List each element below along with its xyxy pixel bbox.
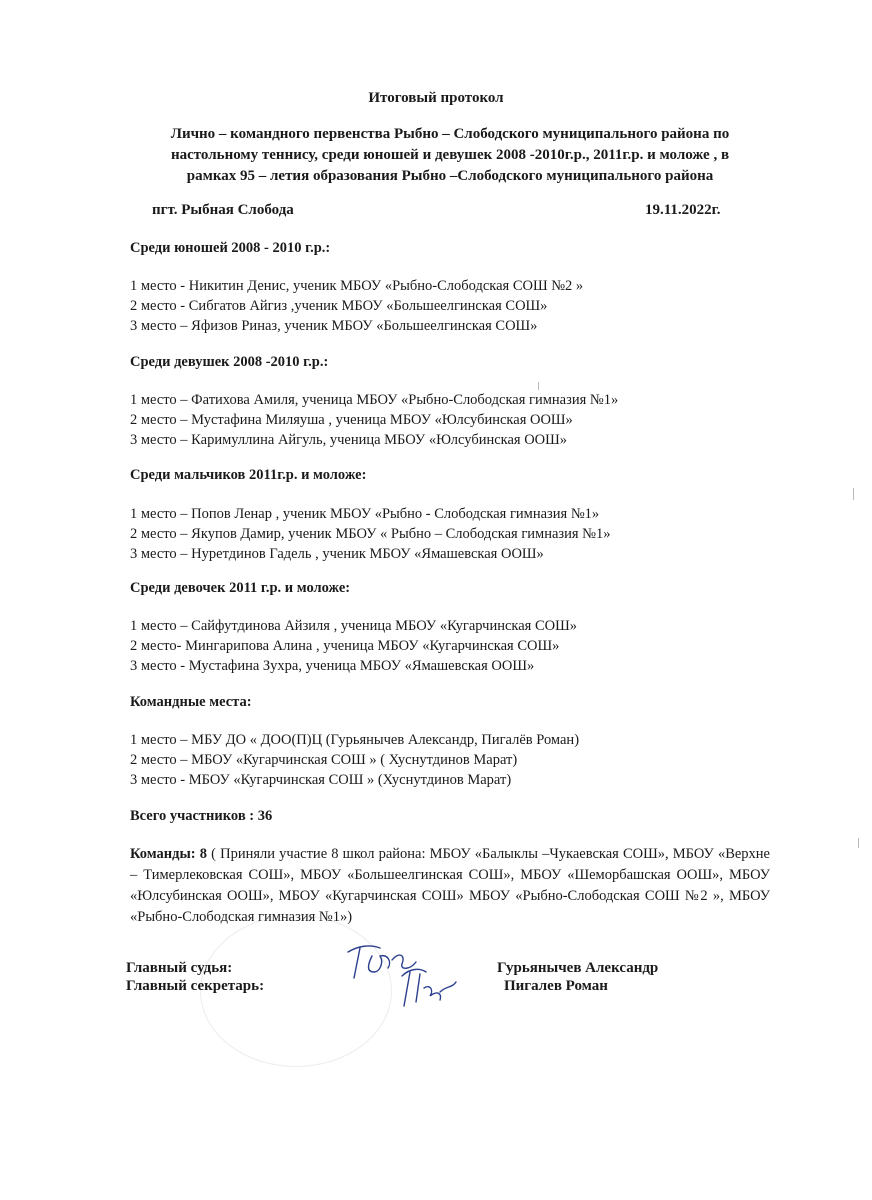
list-item: 2 место- Мингарипова Алина , ученица МБОУ «Кугарчинская СОШ» xyxy=(130,638,560,654)
list-item: 2 место – Мустафина Миляуша , ученица МБОУ «Юлсубинская ООШ» xyxy=(130,412,573,428)
secretary-signature xyxy=(396,962,466,1012)
teams-paragraph xyxy=(130,844,770,928)
list-item: 1 место – Попов Ленар , ученик МБОУ «Рыбно - Слободская гимназия №1» xyxy=(130,506,600,522)
date: 19.11.2022г. xyxy=(645,202,721,218)
teams-text: ( Приняли участие 8 школ района: МБОУ «Балыклы –Чукаевская СОШ», МБОУ «Верхне – Тимерлековская СОШ», МБОУ «Большеелгинская СОШ», МБОУ «Шеморбашская ООШ», МБОУ «Юлсубинская ООШ», МБОУ «Кугарчинская СОШ» МБОУ «Рыбно-Слободская СОШ №2 », МБОУ «Рыбно-Слободская гимназия №1») xyxy=(130,846,770,925)
secretary-label: Главный секретарь: xyxy=(126,978,265,994)
section-heading: Среди девочек 2011 г.р. и моложе: xyxy=(130,580,351,596)
list-item: 1 место - Никитин Денис, ученик МБОУ «Рыбно-Слободская СОШ №2 » xyxy=(130,278,584,294)
subtitle-line: Лично – командного первенства Рыбно – Слободского муниципального района по xyxy=(170,126,730,142)
subtitle-line: настольному теннису, среди юношей и девушек 2008 -2010г.р., 2011г.р. и моложе , в xyxy=(170,147,730,163)
secretary-name: Пигалев Роман xyxy=(504,978,608,994)
teams-label: Команды: 8 xyxy=(130,846,208,862)
section-heading: Среди мальчиков 2011г.р. и моложе: xyxy=(130,467,367,483)
section-heading: Среди юношей 2008 - 2010 г.р.: xyxy=(130,240,331,256)
scan-mark xyxy=(858,838,859,848)
list-item: 3 место – Нуретдинов Гадель , ученик МБОУ «Ямашевская ООШ» xyxy=(130,546,544,562)
list-item: 3 место – Яфизов Риназ, ученик МБОУ «Большеелгинская СОШ» xyxy=(130,318,538,334)
list-item: 1 место – Сайфутдинова Айзиля , ученица МБОУ «Кугарчинская СОШ» xyxy=(130,618,578,634)
section-heading: Командные места: xyxy=(130,694,252,710)
list-item: 1 место – МБУ ДО « ДОО(П)Ц (Гурьянычев Александр, Пигалёв Роман) xyxy=(130,732,580,748)
scan-mark xyxy=(538,382,539,390)
list-item: 3 место – Каримуллина Айгуль, ученица МБОУ «Юлсубинская ООШ» xyxy=(130,432,568,448)
list-item: 2 место – Якупов Дамир, ученик МБОУ « Рыбно – Слободская гимназия №1» xyxy=(130,526,611,542)
list-item: 2 место – МБОУ «Кугарчинская СОШ » ( Хуснутдинов Марат) xyxy=(130,752,518,768)
list-item: 2 место - Сибгатов Айгиз ,ученик МБОУ «Большеелгинская СОШ» xyxy=(130,298,548,314)
judge-name: Гурьянычев Александр xyxy=(497,960,659,976)
document-title: Итоговый протокол xyxy=(368,90,504,106)
list-item: 3 место - МБОУ «Кугарчинская СОШ » (Хуснутдинов Марат) xyxy=(130,772,512,788)
list-item: 1 место – Фатихова Амиля, ученица МБОУ «Рыбно-Слободская гимназия №1» xyxy=(130,392,619,408)
list-item: 3 место - Мустафина Зухра, ученица МБОУ «Ямашевская ООШ» xyxy=(130,658,535,674)
scan-mark xyxy=(853,488,854,500)
document-subtitle xyxy=(120,124,780,187)
participants-total: Всего участников : 36 xyxy=(130,808,273,824)
judge-label: Главный судья: xyxy=(126,960,233,976)
place: пгт. Рыбная Слобода xyxy=(152,202,294,218)
subtitle-line: рамках 95 – летия образования Рыбно –Слободского муниципального района xyxy=(186,168,714,184)
section-heading: Среди девушек 2008 -2010 г.р.: xyxy=(130,354,329,370)
